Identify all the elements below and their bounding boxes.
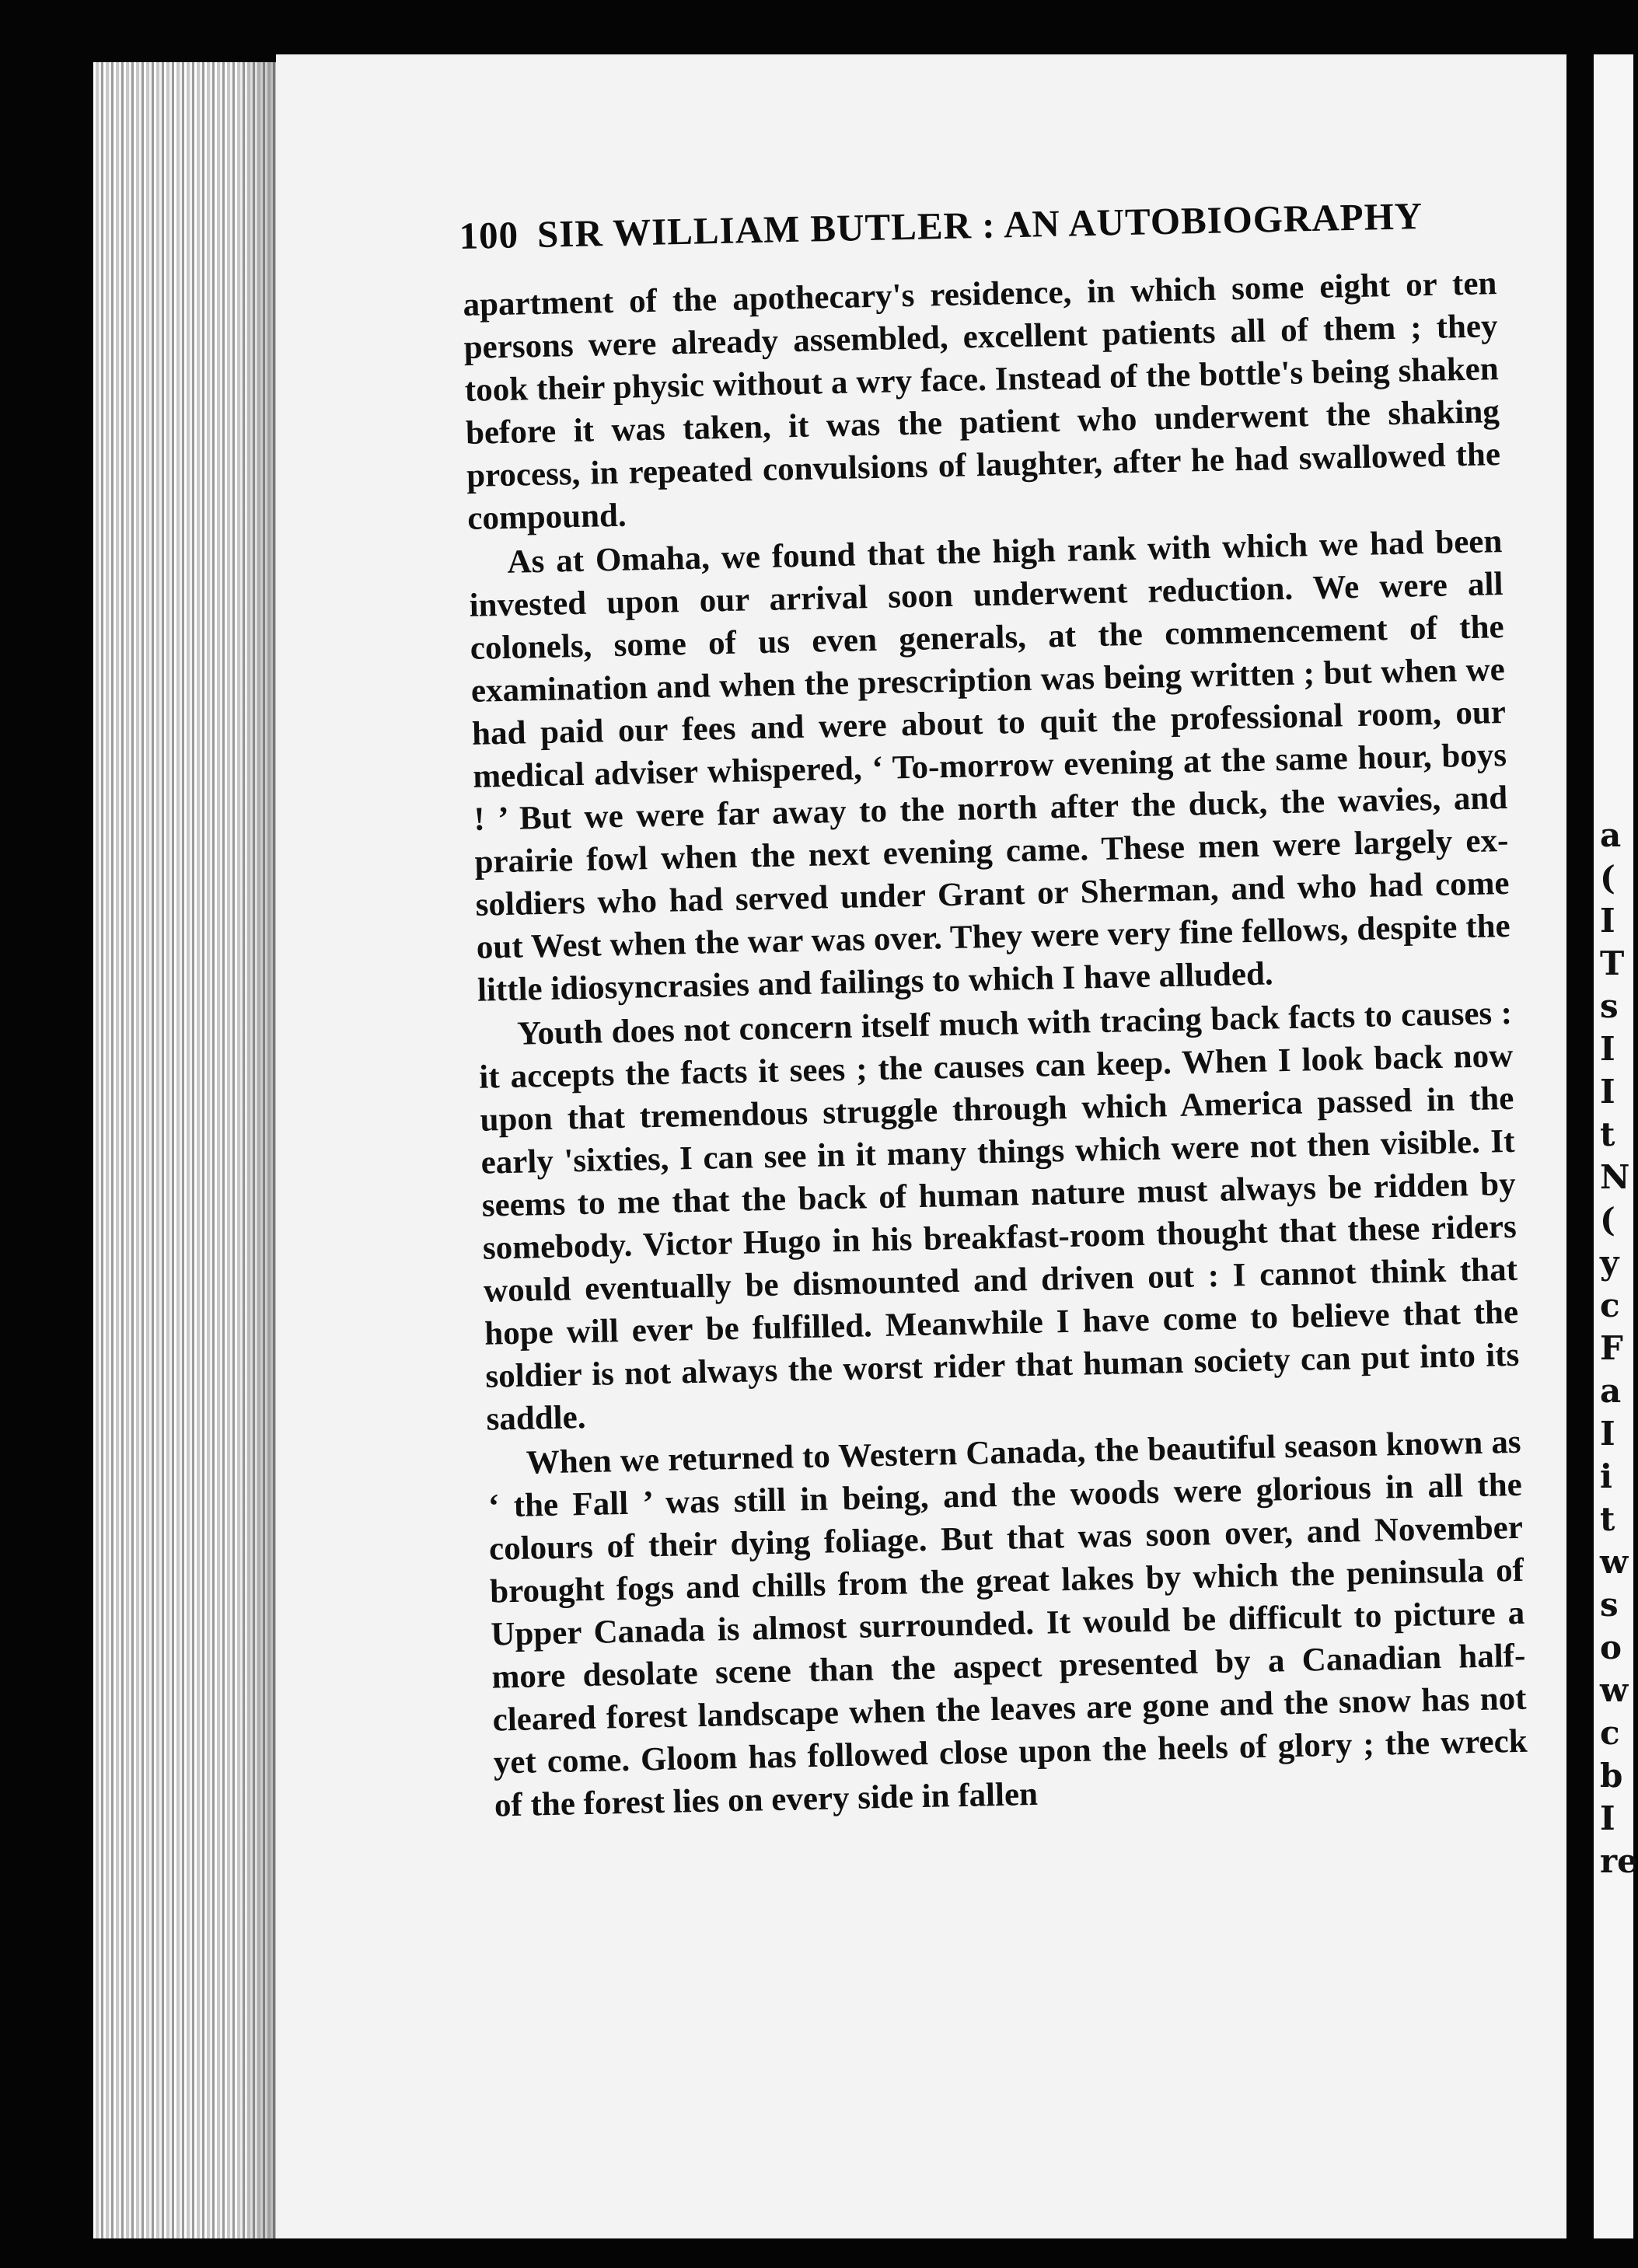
facing-page-fragment: I bbox=[1600, 902, 1615, 940]
facing-page-fragment: w bbox=[1600, 1671, 1629, 1709]
facing-page-fragment: ( bbox=[1600, 859, 1615, 897]
facing-page-fragment: s bbox=[1600, 987, 1619, 1025]
facing-page-fragment: F bbox=[1600, 1329, 1623, 1367]
facing-page-fragment: o bbox=[1600, 1628, 1622, 1666]
facing-page-fragment: I bbox=[1600, 1799, 1615, 1837]
facing-page-fragment: i bbox=[1600, 1457, 1612, 1495]
facing-page-fragment: s bbox=[1600, 1586, 1619, 1624]
facing-page-fragment: I bbox=[1600, 1030, 1615, 1068]
paragraph: When we returned to Western Canada, the beautiful season known as ‘ the Fall ’ was still in being, and the woods were glorious in all the colours of their dying foliage. But that was soon over, and November brought fogs and chills from the great lakes by which the peninsula of Upper Canada is almost surrounded. It would be difficult to picture a more desolate scene than the aspect presented by a Canadian half-cleared forest landscape when the leaves are gone and the snow has not yet come. Gloom has followed close upon the heels of glory ; the wreck of the forest lies on every side in fallen bbox=[487, 1423, 1528, 1824]
facing-page-fragment: b bbox=[1600, 1757, 1623, 1795]
paragraph-continued: apartment of the apothecary's residence, in which some eight or ten persons were already assembled, excellent patients all of them ; they took their physic without a wry face. Instead of the bottle's being shaken before it was taken, it was the patient who underwent the shaking process, in repeated convulsions of laughter, after he had swallowed the compound. bbox=[463, 265, 1501, 537]
facing-page-fragment: c bbox=[1600, 1714, 1620, 1752]
facing-page-fragment: I bbox=[1600, 1073, 1615, 1111]
paragraph: As at Omaha, we found that the high rank with which we had been invested upon our arrival soon underwent reduction. We were all colonels, some of us even generals, at the commencement of the examination and when the prescription was being written ; but when we had paid our fees and were about to quit the professional room, our medical adviser whispered, ‘ To-morrow evening at the same hour, boys ! ’ But we were far away to the north after the duck, the wavies, and prairie fowl when the next evening came. These men were largely ex-soldiers who had served under Grant or Sherman, and who had come out West when the war was over. They were very fine fellows, despite the little idiosyncrasies and failings to which I have alluded. bbox=[469, 523, 1511, 1009]
facing-page-strip bbox=[1594, 54, 1638, 2238]
facing-page-fragment: re bbox=[1600, 1842, 1638, 1880]
facing-page-fragment: N bbox=[1600, 1158, 1630, 1196]
facing-page-fragment: ( bbox=[1600, 1201, 1615, 1239]
facing-page-fragment: c bbox=[1600, 1286, 1620, 1324]
facing-page-fragment: I bbox=[1600, 1415, 1615, 1453]
facing-page-fragment: a bbox=[1600, 816, 1622, 854]
gutter-shadow bbox=[237, 62, 276, 2238]
facing-page-fragment: T bbox=[1600, 944, 1625, 982]
facing-page-fragment: a bbox=[1600, 1372, 1622, 1410]
body-text bbox=[463, 262, 1528, 1828]
facing-page-fragment: t bbox=[1600, 1115, 1615, 1153]
page-number: 100 bbox=[459, 213, 519, 257]
paragraph: Youth does not concern itself much with tracing back facts to causes : it accepts the facts it sees ; the causes can keep. When I look back now upon that tremendous struggle through which America passed in the early 'sixties, I can see in it many things which were not then visible. It seems to me that the back of human nature must always be ridden by somebody. Victor Hugo in his breakfast-room thought that these riders would eventually be dismounted and driven out : I cannot think that hope will ever be fulfilled. Meanwhile I have come to believe that the soldier is not always the worst rider that human society can put into its saddle. bbox=[478, 994, 1520, 1438]
facing-page-fragment: y bbox=[1600, 1244, 1619, 1282]
facing-page-fragment: w bbox=[1600, 1543, 1629, 1581]
running-title: SIR WILLIAM BUTLER : AN AUTOBIOGRAPHY bbox=[536, 194, 1423, 256]
facing-page-fragment: t bbox=[1600, 1500, 1615, 1538]
